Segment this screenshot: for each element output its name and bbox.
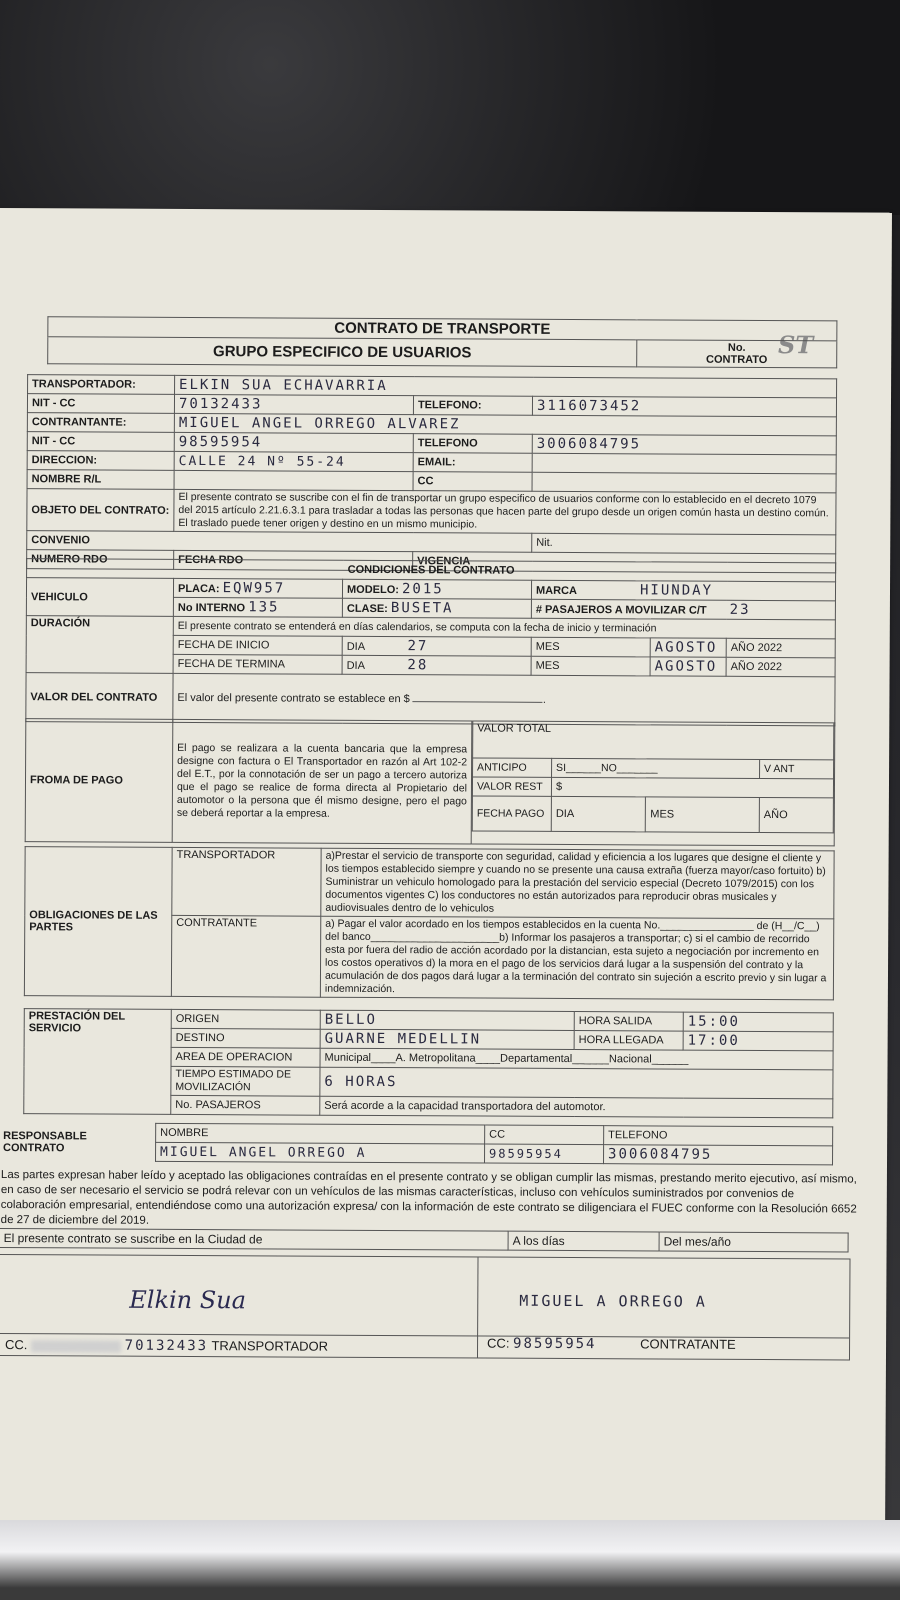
pasajeros-value: 23 [729,601,751,618]
signature-box [0,1254,851,1360]
responsable-telefono: 3006084795 [604,1145,833,1165]
table-surface [0,1520,900,1600]
transportador-nit: 70132433 [174,394,413,414]
responsable-nombre: MIGUEL ANGEL ORREGO A [156,1142,485,1163]
obligaciones-table: OBLIGACIONES DE LAS PARTES TRANSPORTADOR a)Prestar el servicio de transporte con seguridad, calidad y eficiencia a los lugares que designe el cliente y los tiempos establecido siempre y cuando no se presente una causa extraña (fuerza mayor/caso fortuito) b) Suministrar un vehiculo homologado para la prestación del servicio especial (Decreto 1079/2015) con los documentos vigentes C) los conductores no están autorizados para reproducir obras musicales y audiovisuales dentro de lo vehiculos CONTRATANTE a) Pagar el valor acordado en los tiempos establecidos en la cuenta No.________________ de (H__/C__) del banco______________________b) Informar los pasajeros a transportar; c) si el cambio de recorrido esta por fuera del radio de acción acordado por la distancian, esta sujeto a negociación por incremento en los costos operativos d) la mora en el pago de los servicios dará lugar a la suspensión del contrato y la acumulación de dos pagos dará lugar a la terminación del contrato sin sujeción a escrito previo y sin lugar a indemnización. [24,846,835,1000]
transportador-value: ELKIN SUA ECHAVARRIA [175,375,837,397]
header-block [47,316,837,368]
inicio-dia: 27 [407,638,429,655]
inicio-mes: AGOSTO [650,638,726,657]
modelo-value: 2015 [401,581,444,598]
tiempo-value: 6 HORAS [320,1067,833,1099]
cc-transportador: CC. 70132433 TRANSPORTADOR [5,1337,329,1355]
responsable-cc: 98595954 [485,1144,604,1164]
direccion-value: CALLE 24 Nº 55-24 [174,451,413,471]
contratante-phone: 3006084795 [532,434,836,455]
transportador-phone: 3116073452 [532,396,836,417]
declaration-text: Las partes expresan haber leído y aceptado las obligaciones contraídas en el presente contrato y se obligan cumplir las mismas, prestando merito ejecutivo, así mismo, en caso de ser necesario el servicio se podrá relevar con un vehículos de las mismas características, incluso con vehículos suministrados por convenios de colaboración empresarial, entendiéndose como una autorización expresa/ con la información de este contrato se diligenciara el FUEC conforme con la Resolución 6652 de 27 de diciembre del 2019. [0,1169,857,1227]
transportador-signature: Elkin Sua [129,1285,247,1315]
pago-table: FROMA DE PAGO El pago se realizara a la cuenta bancaria que la empresa designe con factura o El Transportador en razón al Art 102-2 del E.T., por la connotación de ser un pago a tercero autoriza que el pago se realice de forma directa al Propietario del automotor o la persona que él mismo designe, pero el pago se deberá reportar a la empresa. VALOR TOTAL ANTICIPO SI______NO_______ V ANT VALOR REST $ FECHA PAGO DIA MES AÑO [25,718,836,846]
parties-table: TRANSPORTADOR: ELKIN SUA ECHAVARRIA NIT - CC 70132433 TELEFONO: 3116073452 CONTRANTANTE: MIGUEL ANGEL ORREGO ALVAREZ NIT - CC 98595954 TELEFONO 3006084795 DIRECCION: CALLE 24 Nº 55-24 EMAIL: NOMBRE R/L CC OBJETO DEL CONTRATO: El presente contrato se suscribe con el fin de transportar un grupo especifico de usuarios conforme con lo establecido en el decreto 1079 del 2015 artículo 2.21.6.3.1 para trasladar a todas las personas que hacen parte del grupo desde un origen común hasta un destino común. El traslado puede tener origen y destino en un mismo municipio. CONVENIO Nit. NUMERO RDO FECHA RDO VIGENCIA [26,374,837,573]
termina-ano: 2022 [757,660,783,674]
contratante-nit: 98595954 [174,432,413,452]
st-logo: ST [778,330,814,360]
contratante-signature: MIGUEL A ORREGO A [519,1291,707,1311]
email-value [532,453,836,474]
inicio-ano: 2022 [757,641,783,655]
interno-value: 135 [248,599,280,616]
contratante-value: MIGUEL ANGEL ORREGO ALVAREZ [174,413,836,435]
valor-text: El valor del presente contrato se establece en $ . [173,673,835,725]
hora-llegada-value: 17:00 [683,1031,833,1051]
termina-mes: AGOSTO [650,657,726,676]
contract-document [0,208,892,1543]
marca-value: HIUNDAY [639,582,714,599]
doc-subtitle: GRUPO ESPECIFICO DE USUARIOS [48,337,637,367]
placa-value: EQW957 [222,580,286,597]
origen-value: BELLO [320,1010,574,1030]
ciudad-table: El presente contrato se suscribe en la Ciudad de A los días Del mes/año [0,1228,849,1252]
clase-value: BUSETA [390,600,454,617]
responsable-table: RESPONSABLE CONTRATO NOMBRE CC TELEFONO MIGUEL ANGEL ORREGO A 98595954 3006084795 [0,1122,833,1165]
prestacion-table: PRESTACIÓN DEL SERVICIO ORIGEN BELLO HORA SALIDA 15:00 DESTINO GUARNE MEDELLIN HORA LLEGADA 17:00 AREA DE OPERACION Municipal____A. Metropolitana____Departamental______Nacional______ TIEMPO ESTIMADO DE MOVILIZACIÓN 6 HORAS No. PASAJEROS Será acorde a la capacidad transportadora del automotor. [23,1008,834,1118]
dark-background [0,0,900,215]
contract-number-label: No. CONTRATO [637,340,837,368]
hora-salida-value: 15:00 [683,1012,833,1032]
destino-value: GUARNE MEDELLIN [320,1029,574,1049]
cc-contratante: CC: 98595954 CONTRATANTE [487,1335,736,1353]
doc-title: CONTRATO DE TRANSPORTE [48,317,837,341]
objeto-text: El presente contrato se suscribe con el fin de transportar un grupo especifico de usuarios conforme con lo establecido en el decreto 1079 del 2015 artículo 2.21.6.3.1 para trasladar a todas las personas que hacen parte del grupo desde un origen común hasta un destino común. El traslado puede tener origen y destino en un mismo municipio. [174,489,836,534]
conditions-table: CONDICIONES DEL CONTRATO VEHICULO PLACA: EQW957 MODELO: 2015 MARCA HIUNDAY No INTERNO 135 CLASE: BUSETA # PASAJEROS A MOVILIZAR C/T 23 DURACIÓN El presente contrato se entenderá en días calendarios, se computa con la fecha de inicio y terminación FECHA DE INICIO DIA 27 MES AGOSTO AÑO 2022 FECHA DE TERMINA DIA 28 MES AGOSTO AÑO 2022 VALOR DEL CONTRATO El valor del presente contrato se establece en $ . [25,558,836,726]
termina-dia: 28 [407,657,429,674]
